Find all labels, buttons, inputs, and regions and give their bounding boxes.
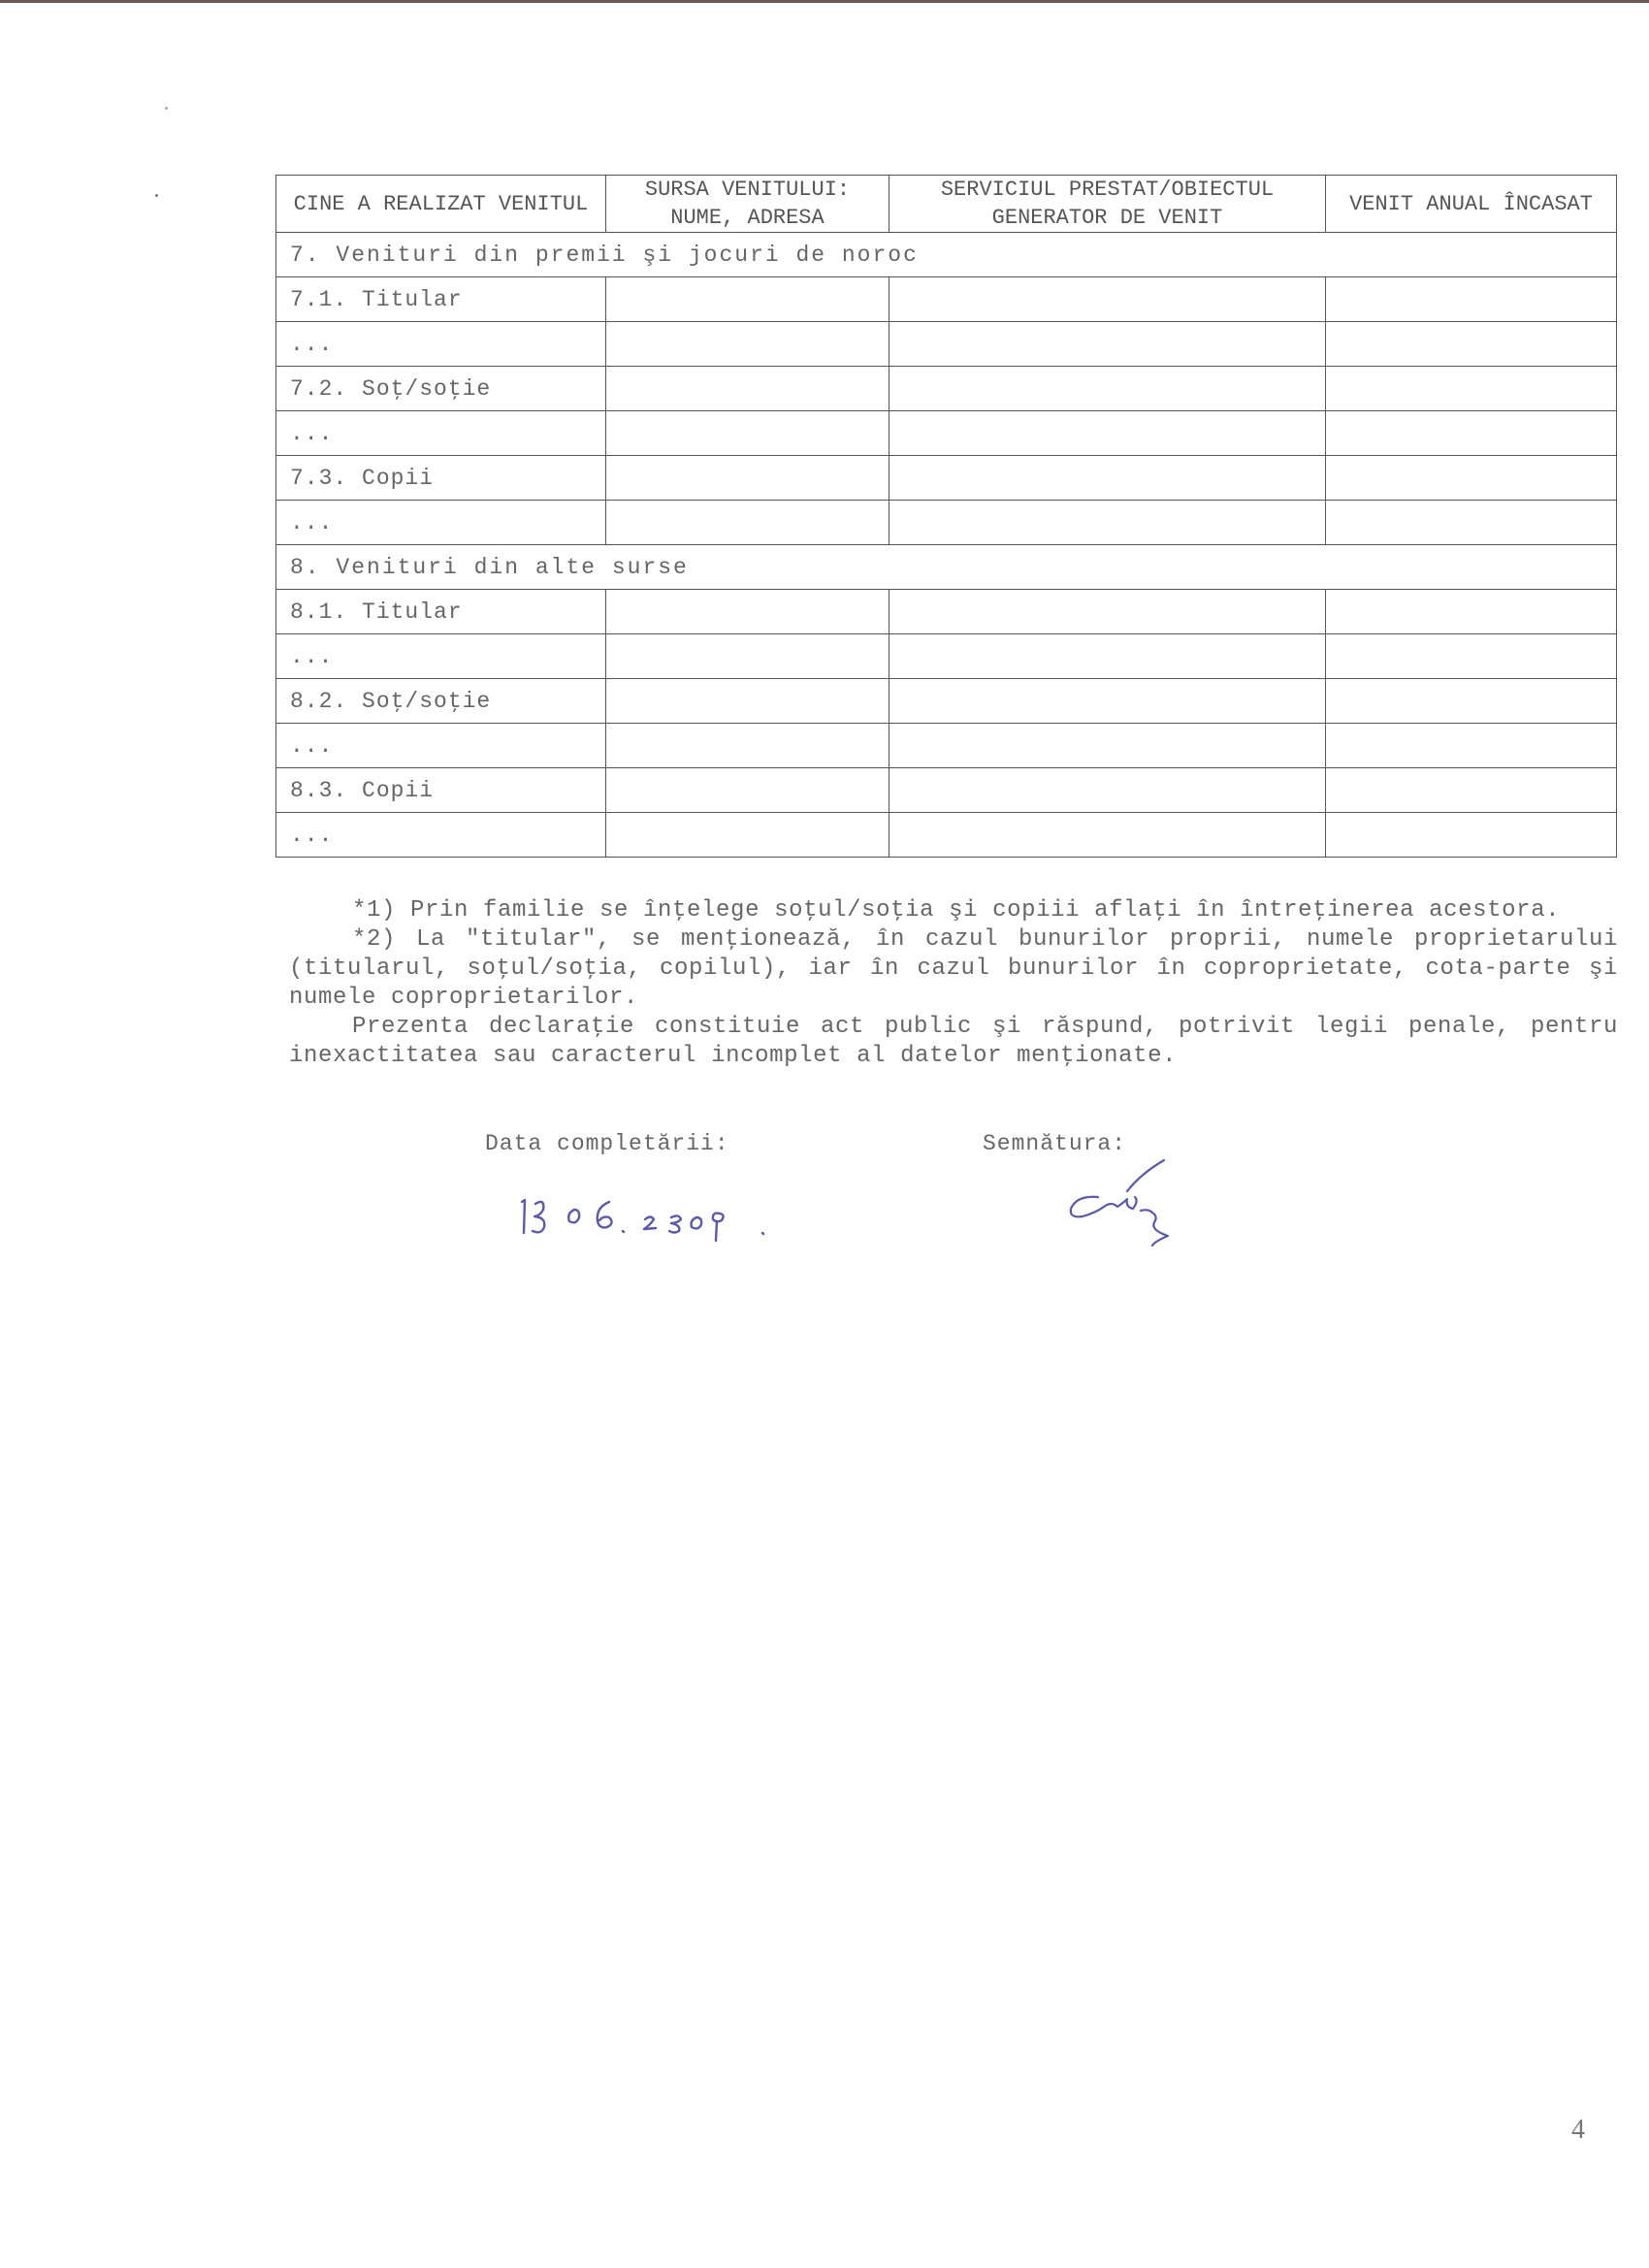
- section-row: [276, 233, 1617, 277]
- empty-cell: [606, 322, 889, 367]
- row-label: ...: [276, 501, 606, 545]
- signature-label: Semnătura:: [983, 1131, 1127, 1156]
- empty-cell: [1326, 634, 1617, 679]
- row-label: 7.1. Titular: [276, 277, 606, 322]
- empty-cell: [606, 590, 889, 634]
- row-label: ...: [276, 322, 606, 367]
- empty-cell: [606, 456, 889, 501]
- empty-cell: [889, 322, 1326, 367]
- empty-cell: [1326, 813, 1617, 858]
- table-row: [276, 322, 1617, 367]
- empty-cell: [1326, 411, 1617, 456]
- footnote-titular: *2) La "titular", se menţionează, în cazul bunurilor proprii, numele proprietarului (titularul, soţul/soţia, copilul), iar în cazul bunurilor în coproprietate, cota-parte şi numele coproprietarilor.: [289, 926, 1618, 1011]
- scan-speck: [155, 194, 158, 197]
- empty-cell: [889, 768, 1326, 813]
- empty-cell: [889, 456, 1326, 501]
- date-label: Data completării:: [485, 1131, 729, 1156]
- empty-cell: [606, 724, 889, 768]
- section-row: [276, 545, 1617, 590]
- empty-cell: [889, 724, 1326, 768]
- declaration-statement: Prezenta declaraţie constituie act public şi răspund, potrivit legii penale, pentru inexactitatea sau caracterul incomplet al datelor menţionate.: [289, 1014, 1618, 1069]
- table-row: [276, 501, 1617, 545]
- empty-cell: [889, 411, 1326, 456]
- scan-speck: [165, 107, 168, 110]
- empty-cell: [606, 813, 889, 858]
- section-title-7: 7. Venituri din premii şi jocuri de noroc: [276, 233, 1617, 277]
- empty-cell: [606, 277, 889, 322]
- table-row: [276, 724, 1617, 768]
- table-row: [276, 277, 1617, 322]
- header-annual-income: VENIT ANUAL ÎNCASAT: [1326, 176, 1617, 233]
- row-label: 7.3. Copii: [276, 456, 606, 501]
- empty-cell: [889, 367, 1326, 411]
- section-title-8: 8. Venituri din alte surse: [276, 545, 1617, 590]
- empty-cell: [1326, 590, 1617, 634]
- footnote-family: *1) Prin familie se înţelege soţul/soţia şi copiii aflaţi în întreţinerea acestora.: [352, 897, 1561, 923]
- signature-mark: [1057, 1154, 1212, 1261]
- header-income-source: SURSA VENITULUI: NUME, ADRESA: [606, 176, 889, 233]
- empty-cell: [606, 679, 889, 724]
- row-label: 7.2. Soţ/soţie: [276, 367, 606, 411]
- empty-cell: [606, 501, 889, 545]
- row-label: ...: [276, 634, 606, 679]
- handwritten-date: [514, 1188, 786, 1247]
- row-label: 8.1. Titular: [276, 590, 606, 634]
- empty-cell: [1326, 724, 1617, 768]
- row-label: 8.2. Soţ/soţie: [276, 679, 606, 724]
- table-row: [276, 367, 1617, 411]
- empty-cell: [1326, 277, 1617, 322]
- empty-cell: [889, 634, 1326, 679]
- empty-cell: [606, 367, 889, 411]
- table-row: [276, 813, 1617, 858]
- header-service-object: SERVICIUL PRESTAT/OBIECTUL GENERATOR DE VENIT: [889, 176, 1326, 233]
- empty-cell: [1326, 367, 1617, 411]
- scan-top-edge: [0, 0, 1649, 3]
- empty-cell: [606, 634, 889, 679]
- table-row: [276, 679, 1617, 724]
- table-row: [276, 590, 1617, 634]
- table-row: [276, 411, 1617, 456]
- income-table: [275, 175, 1617, 858]
- empty-cell: [1326, 501, 1617, 545]
- row-label: ...: [276, 813, 606, 858]
- table-header-row: [276, 176, 1617, 233]
- row-label: 8.3. Copii: [276, 768, 606, 813]
- empty-cell: [1326, 456, 1617, 501]
- empty-cell: [889, 679, 1326, 724]
- empty-cell: [889, 501, 1326, 545]
- page-number: 4: [1571, 2115, 1585, 2145]
- empty-cell: [1326, 768, 1617, 813]
- empty-cell: [606, 768, 889, 813]
- empty-cell: [1326, 679, 1617, 724]
- row-label: ...: [276, 724, 606, 768]
- row-label: ...: [276, 411, 606, 456]
- empty-cell: [889, 277, 1326, 322]
- empty-cell: [889, 590, 1326, 634]
- empty-cell: [606, 411, 889, 456]
- table-row: [276, 456, 1617, 501]
- empty-cell: [1326, 322, 1617, 367]
- table-row: [276, 768, 1617, 813]
- footnotes: [289, 896, 1618, 1071]
- empty-cell: [889, 813, 1326, 858]
- table-row: [276, 634, 1617, 679]
- header-who-earned: CINE A REALIZAT VENITUL: [276, 176, 606, 233]
